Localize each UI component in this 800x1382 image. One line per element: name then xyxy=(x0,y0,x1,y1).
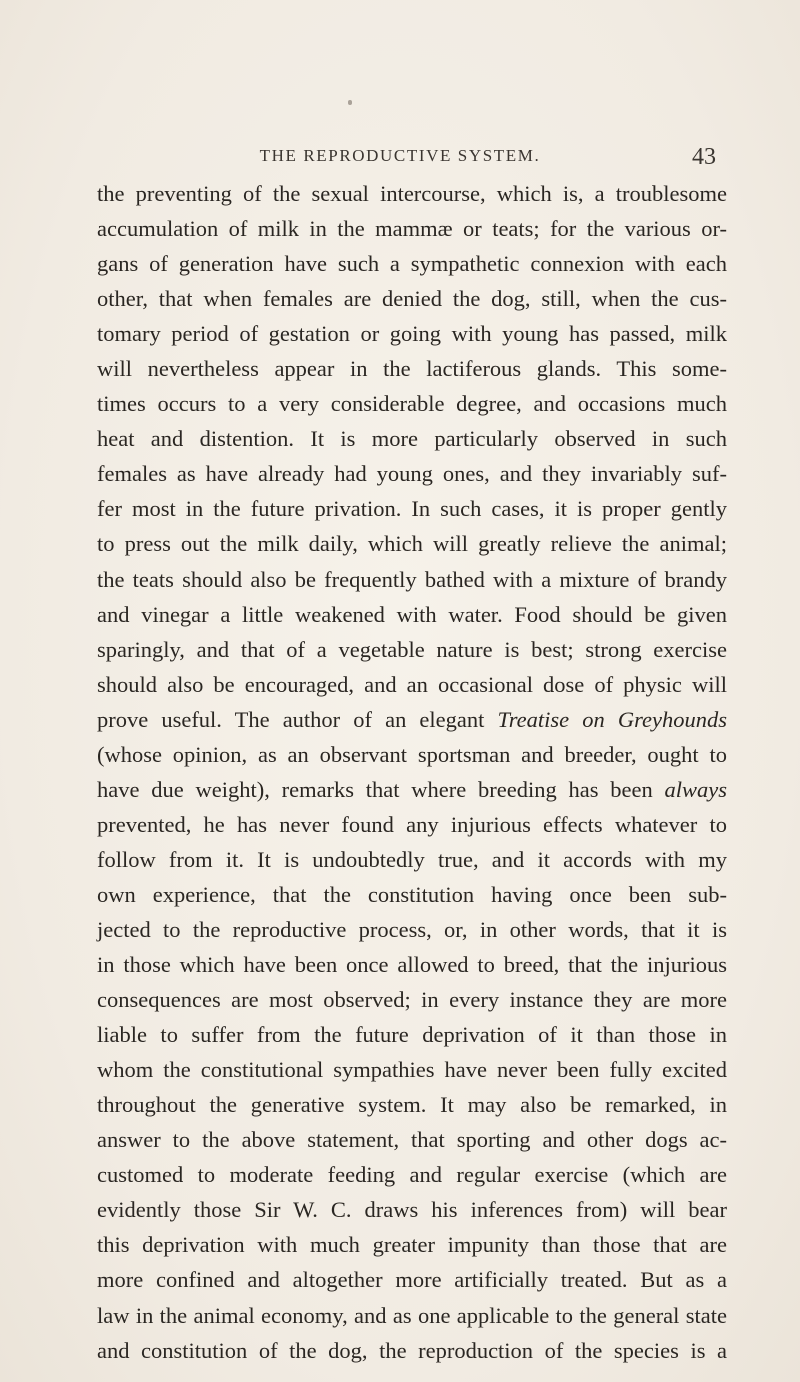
text-line: evidently those Sir W. C. draws his inferences from) will bear xyxy=(97,1197,727,1223)
italic-emphasis: always xyxy=(664,776,727,802)
text-line: liable to suffer from the future deprivation of it than those in xyxy=(97,1022,727,1048)
text-segment: prove useful. The author of an elegant xyxy=(97,706,498,732)
text-line: accumulation of milk in the mammæ or teats; for the various or- xyxy=(97,216,727,242)
text-line: gans of generation have such a sympathetic connexion with each xyxy=(97,251,727,277)
text-line: own experience, that the constitution having once been sub- xyxy=(97,881,727,907)
text-line: answer to the above statement, that sporting and other dogs ac- xyxy=(97,1127,727,1153)
page-number: 43 xyxy=(692,144,716,170)
text-line: the preventing of the sexual intercourse, which is, a troublesome xyxy=(97,181,727,206)
text-line: and constitution of the dog, the reproduction of the species is a xyxy=(97,1337,727,1363)
text-line: more confined and altogether more artificially treated. But as a xyxy=(97,1267,727,1293)
text-line: in those which have been once allowed to breed, that the injurious xyxy=(97,952,727,978)
text-line: tomary period of gestation or going with young has passed, milk xyxy=(97,321,727,347)
text-line: this deprivation with much greater impunity than those that are xyxy=(97,1232,727,1258)
text-line: customed to moderate feeding and regular exercise (which are xyxy=(97,1162,727,1188)
text-line: throughout the generative system. It may also be remarked, in xyxy=(97,1092,727,1118)
text-line: other, that when females are denied the dog, still, when the cus- xyxy=(97,286,727,312)
text-line: whom the constitutional sympathies have never been fully excited xyxy=(97,1057,727,1083)
text-line: heat and distention. It is more particularly observed in such xyxy=(97,426,727,452)
text-line: (whose opinion, as an observant sportsman and breeder, ought to xyxy=(97,741,727,767)
text-line: follow from it. It is undoubtedly true, and it accords with my xyxy=(97,846,727,872)
text-line: times occurs to a very considerable degree, and occasions much xyxy=(97,391,727,417)
text-line: sparingly, and that of a vegetable nature is best; strong exercise xyxy=(97,636,727,662)
text-line-with-emphasis xyxy=(97,772,727,807)
text-line: and vinegar a little weakened with water. Food should be given xyxy=(97,601,727,627)
text-line: females as have already had young ones, and they invariably suf- xyxy=(97,461,727,487)
text-line: consequences are most observed; in every instance they are more xyxy=(97,987,727,1013)
text-line: prevented, he has never found any injurious effects whatever to xyxy=(97,811,727,837)
text-segment: have due weight), remarks that where breeding has been xyxy=(97,776,665,802)
text-line: the teats should also be frequently bathed with a mixture of brandy xyxy=(97,566,727,592)
page-header xyxy=(0,144,800,174)
italic-book-title: Treatise on Greyhounds xyxy=(497,706,727,732)
text-line: law in the animal economy, and as one applicable to the general state xyxy=(97,1302,727,1328)
text-line: jected to the reproductive process, or, in other words, that it is xyxy=(97,916,727,942)
body-text xyxy=(97,176,727,1368)
paper-speck xyxy=(348,100,352,105)
text-line: fer most in the future privation. In such cases, it is proper gently xyxy=(97,496,727,522)
text-line: to press out the milk daily, which will greatly relieve the animal; xyxy=(97,531,727,557)
text-line: will nevertheless appear in the lactiferous glands. This some- xyxy=(97,356,727,382)
running-head: THE REPRODUCTIVE SYSTEM. xyxy=(259,146,541,165)
text-line-with-title xyxy=(97,702,727,737)
text-line: should also be encouraged, and an occasional dose of physic will xyxy=(97,671,727,697)
